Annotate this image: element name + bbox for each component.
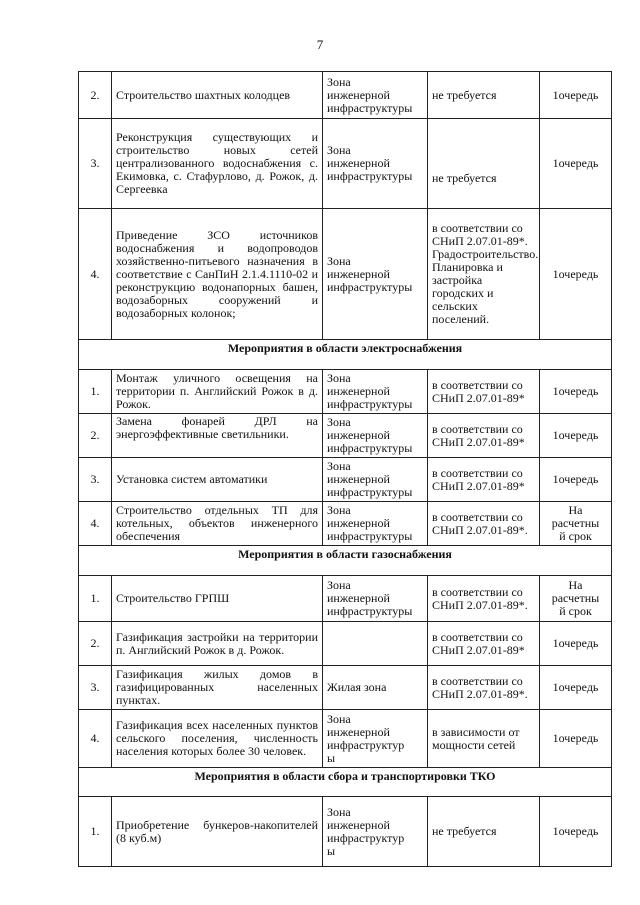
row-number: 1. <box>79 576 112 622</box>
section-title-waste: Мероприятия в области сбора и транспортировки ТКО <box>79 768 612 797</box>
section-title-gas: Мероприятия в области газоснабжения <box>79 546 612 576</box>
table-row <box>79 622 612 666</box>
table-row <box>79 710 612 768</box>
requirement-cell: не требуется <box>428 72 540 119</box>
zone-cell: Зона инженерной инфраструктур ы <box>323 797 428 867</box>
stage-cell: 1очередь <box>540 710 612 768</box>
row-number: 3. <box>79 119 112 209</box>
table-row <box>79 209 612 340</box>
requirement-cell: в соответствии со СНиП 2.07.01-89* <box>428 622 540 666</box>
zone-cell: Зона инженерной инфраструктуры <box>323 502 428 546</box>
stage-cell: 1очередь <box>540 414 612 458</box>
table-row <box>79 119 612 209</box>
zone-cell: Зона инженерной инфраструктуры <box>323 209 428 340</box>
table-row <box>79 370 612 414</box>
measure-name: Строительство шахтных колодцев <box>112 72 323 119</box>
section-header-row <box>79 546 612 576</box>
stage-cell: 1очередь <box>540 119 612 209</box>
stage-cell: На расчетны й срок <box>540 502 612 546</box>
measure-name: Строительство ГРПШ <box>112 576 323 622</box>
table-row <box>79 458 612 502</box>
section-header-row <box>79 768 612 797</box>
zone-cell: Зона инженерной инфраструктуры <box>323 414 428 458</box>
requirement-cell: в соответствии со СНиП 2.07.01-89*. <box>428 502 540 546</box>
stage-cell: 1очередь <box>540 458 612 502</box>
stage-cell: 1очередь <box>540 622 612 666</box>
measure-name: Установка систем автоматики <box>112 458 323 502</box>
stage-cell: На расчетны й срок <box>540 576 612 622</box>
measure-name: Замена фонарей ДРЛ на энергоэффективные светильники. <box>112 414 323 458</box>
zone-cell <box>323 622 428 666</box>
requirement-cell: в соответствии со СНиП 2.07.01-89*. <box>428 576 540 622</box>
measure-name: Газификация всех населенных пунктов сельского поселения, численность населения которых более 30 человек. <box>112 710 323 768</box>
stage-cell: 1очередь <box>540 209 612 340</box>
measures-table <box>78 71 612 867</box>
table-row <box>79 502 612 546</box>
table-row <box>79 797 612 867</box>
table-row <box>79 576 612 622</box>
zone-cell: Зона инженерной инфраструктуры <box>323 72 428 119</box>
section-header-row <box>79 340 612 370</box>
zone-cell: Зона инженерной инфраструктуры <box>323 370 428 414</box>
requirement-cell: в соответствии со СНиП 2.07.01-89*. <box>428 666 540 710</box>
requirement-cell: в зависимости от мощности сетей <box>428 710 540 768</box>
zone-cell: Зона инженерной инфраструктур ы <box>323 710 428 768</box>
row-number: 4. <box>79 710 112 768</box>
zone-cell: Зона инженерной инфраструктуры <box>323 576 428 622</box>
stage-cell: 1очередь <box>540 666 612 710</box>
requirement-cell: в соответствии со СНиП 2.07.01-89* <box>428 414 540 458</box>
stage-cell: 1очередь <box>540 72 612 119</box>
measure-name: Реконструкция существующих и строительство новых сетей централизованного водоснабжения с. Екимовка, с. Стафурлово, д. Рожок, д. Сергеевка <box>112 119 323 209</box>
requirement-cell: в соответствии со СНиП 2.07.01-89*. Градостроительство. Планировка и застройка городских и сельских поселений. <box>428 209 540 340</box>
page-number: 7 <box>316 37 324 52</box>
measure-name: Газификация жилых домов в газифицированных населенных пунктах. <box>112 666 323 710</box>
measure-name: Приобретение бункеров-накопителей (8 куб.м) <box>112 797 323 867</box>
row-number: 3. <box>79 666 112 710</box>
row-number: 2. <box>79 622 112 666</box>
section-title-electric: Мероприятия в области электроснабжения <box>79 340 612 370</box>
zone-cell: Зона инженерной инфраструктуры <box>323 458 428 502</box>
row-number: 1. <box>79 797 112 867</box>
measure-name: Газификация застройки на территории п. Английский Рожок в д. Рожок. <box>112 622 323 666</box>
requirement-cell: не требуется <box>428 797 540 867</box>
measure-name: Строительство отдельных ТП для котельных, объектов инженерного обеспечения <box>112 502 323 546</box>
row-number: 1. <box>79 370 112 414</box>
measure-name: Приведение ЗСО источников водоснабжения и водопроводов хозяйственно-питьевого назначения в соответствие с СанПиН 2.1.4.1110-02 и реконструкцию водонапорных башен, водозаборных сооружений и водозаборных колонок; <box>112 209 323 340</box>
row-number: 3. <box>79 458 112 502</box>
zone-cell: Зона инженерной инфраструктуры <box>323 119 428 209</box>
requirement-cell: в соответствии со СНиП 2.07.01-89* <box>428 370 540 414</box>
stage-cell: 1очередь <box>540 797 612 867</box>
table-row <box>79 666 612 710</box>
zone-cell: Жилая зона <box>323 666 428 710</box>
measure-name: Монтаж уличного освещения на территории п. Английский Рожок в д. Рожок. <box>112 370 323 414</box>
table-row <box>79 414 612 458</box>
stage-cell: 1очередь <box>540 370 612 414</box>
row-number: 2. <box>79 72 112 119</box>
row-number: 4. <box>79 502 112 546</box>
requirement-cell: не требуется <box>428 119 540 209</box>
table-row <box>79 72 612 119</box>
row-number: 4. <box>79 209 112 340</box>
requirement-cell: в соответствии со СНиП 2.07.01-89* <box>428 458 540 502</box>
row-number: 2. <box>79 414 112 458</box>
